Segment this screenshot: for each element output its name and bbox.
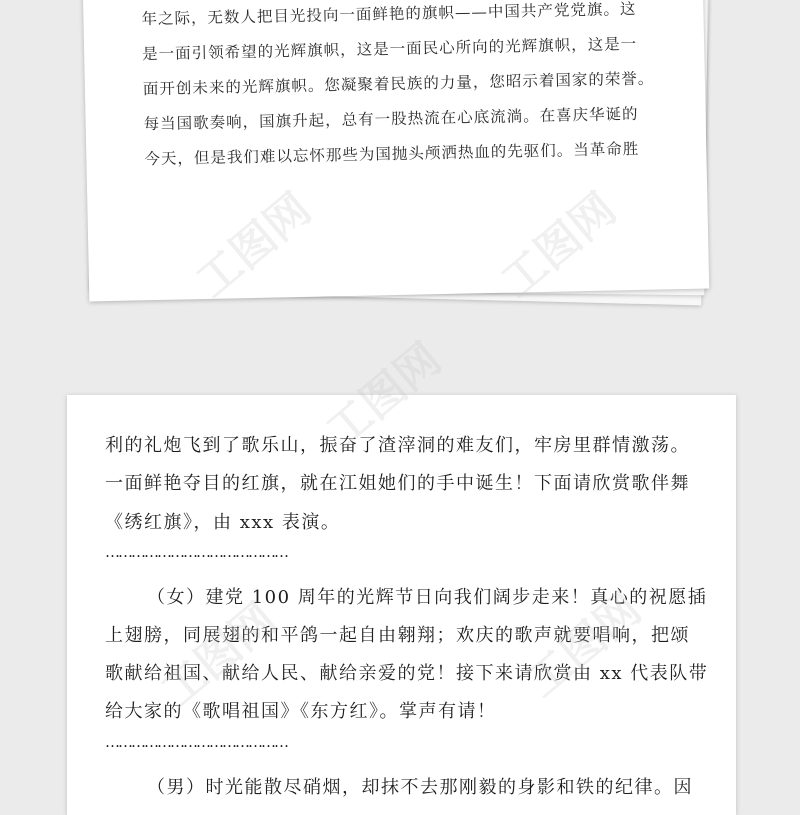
text-line: 利的礼炮飞到了歌乐山，振奋了渣滓洞的难友们，牢房里群情激荡。 xyxy=(105,435,690,456)
watermark: 工图网 xyxy=(151,593,286,718)
text-line: 每当国歌奏响，国旗升起，总有一股热流在心底流淌。在喜庆华诞的 xyxy=(143,104,639,134)
top-document-page xyxy=(83,0,709,301)
text-line: （男）时光能散尽硝烟，却抹不去那刚毅的身影和铁的纪律。因 xyxy=(147,777,693,798)
watermark: 工图网 xyxy=(316,333,451,458)
text-line: 上翅膀，同展翅的和平鸽一起自由翱翔；欢庆的歌声就要唱响，把颂 xyxy=(105,625,690,646)
watermark: 工图网 xyxy=(186,183,321,308)
text-line: 《绣红旗》，由 xxx 表演。 xyxy=(105,512,341,533)
watermark: 工图网 xyxy=(491,183,626,308)
text-line: 是一面引领希望的光辉旗帜，这是一面民心所向的光辉旗帜，这是一 xyxy=(142,34,638,64)
text-line: 歌献给祖国、献给人民、献给亲爱的党！接下来请欣赏由 xx 代表队带 xyxy=(105,663,709,684)
dotted-separator: …………………………………… xyxy=(105,733,287,751)
text-line: 面开创未来的光辉旗帜。您凝聚着民族的力量，您昭示着国家的荣誉。 xyxy=(142,69,655,99)
watermark: 工图网 xyxy=(516,583,651,708)
bottom-document-page xyxy=(67,395,736,815)
text-line: 一面鲜艳夺目的红旗，就在江姐她们的手中诞生！下面请欣赏歌伴舞 xyxy=(105,473,690,494)
text-line: （女）建党 100 周年的光辉节日向我们阔步走来！真心的祝愿插 xyxy=(147,587,708,608)
dotted-separator: …………………………………… xyxy=(105,543,287,561)
text-line: 年之际，无数人把目光投向一面鲜艳的旗帜——中国共产党党旗。这 xyxy=(141,0,637,29)
text-line: 给大家的《歌唱祖国》《东方红》。掌声有请！ xyxy=(105,701,497,722)
text-line: 今天，但是我们难以忘怀那些为国抛头颅洒热血的先驱们。当革命胜 xyxy=(144,139,640,169)
